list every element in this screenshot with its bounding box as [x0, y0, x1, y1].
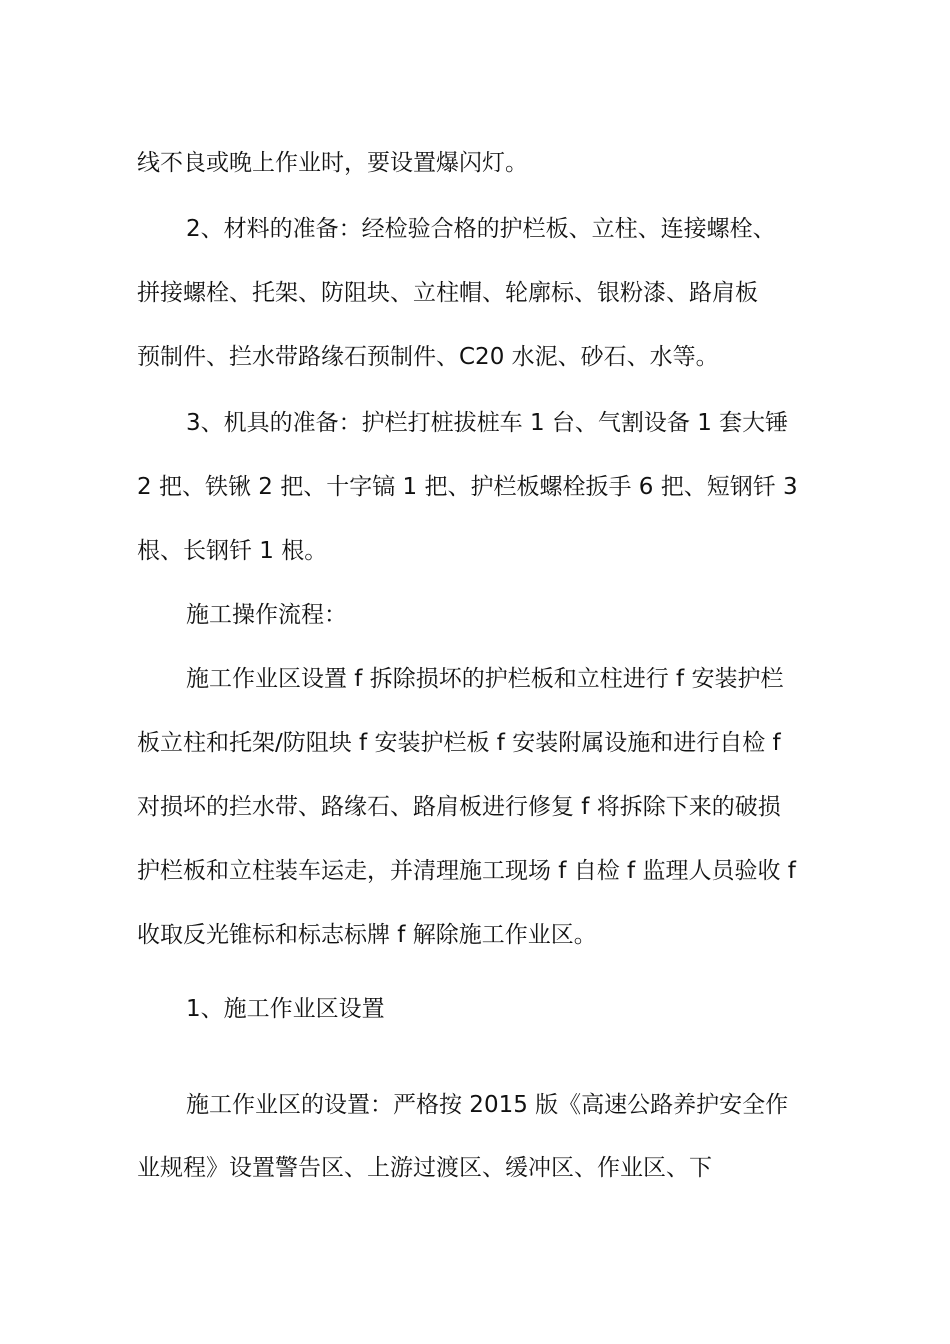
text-line-materials: 2、材料的准备：经检验合格的护栏板、立柱、连接螺栓、 — [186, 216, 776, 242]
text-line: 根、长钢钎 1 根。 — [137, 538, 328, 564]
text-line-workflow: 施工作业区设置 f 拆除损坏的护栏板和立柱进行 f 安装护栏 — [186, 666, 784, 692]
text-line-continuation: 线不良或晚上作业时，要设置爆闪灯。 — [137, 150, 528, 176]
text-line-work-zone: 施工作业区的设置：严格按 2015 版《高速公路养护安全作 — [186, 1092, 789, 1118]
section-heading-work-zone: 1、施工作业区设置 — [186, 996, 385, 1022]
text-line: 护栏板和立柱装车运走，并清理施工现场 f 自检 f 监理人员验收 f — [137, 858, 796, 884]
text-line: 2 把、铁锹 2 把、十字镐 1 把、护栏板螺栓扳手 6 把、短钢钎 3 — [137, 474, 798, 500]
text-line: 收取反光锥标和标志标牌 f 解除施工作业区。 — [137, 922, 597, 948]
text-line: 板立柱和托架/防阻块 f 安装护栏板 f 安装附属设施和进行自检 f — [137, 730, 781, 756]
text-line: 对损坏的拦水带、路缘石、路肩板进行修复 f 将拆除下来的破损 — [137, 794, 781, 820]
text-line-equipment: 3、机具的准备：护栏打桩拔桩车 1 台、气割设备 1 套大锤 — [186, 410, 789, 436]
text-line: 业规程》设置警告区、上游过渡区、缓冲区、作业区、下 — [137, 1155, 712, 1181]
section-heading-workflow: 施工操作流程： — [186, 602, 347, 628]
text-line: 拼接螺栓、托架、防阻块、立柱帽、轮廓标、银粉漆、路肩板 — [137, 280, 758, 306]
text-line: 预制件、拦水带路缘石预制件、C20 水泥、砂石、水等。 — [137, 344, 719, 370]
